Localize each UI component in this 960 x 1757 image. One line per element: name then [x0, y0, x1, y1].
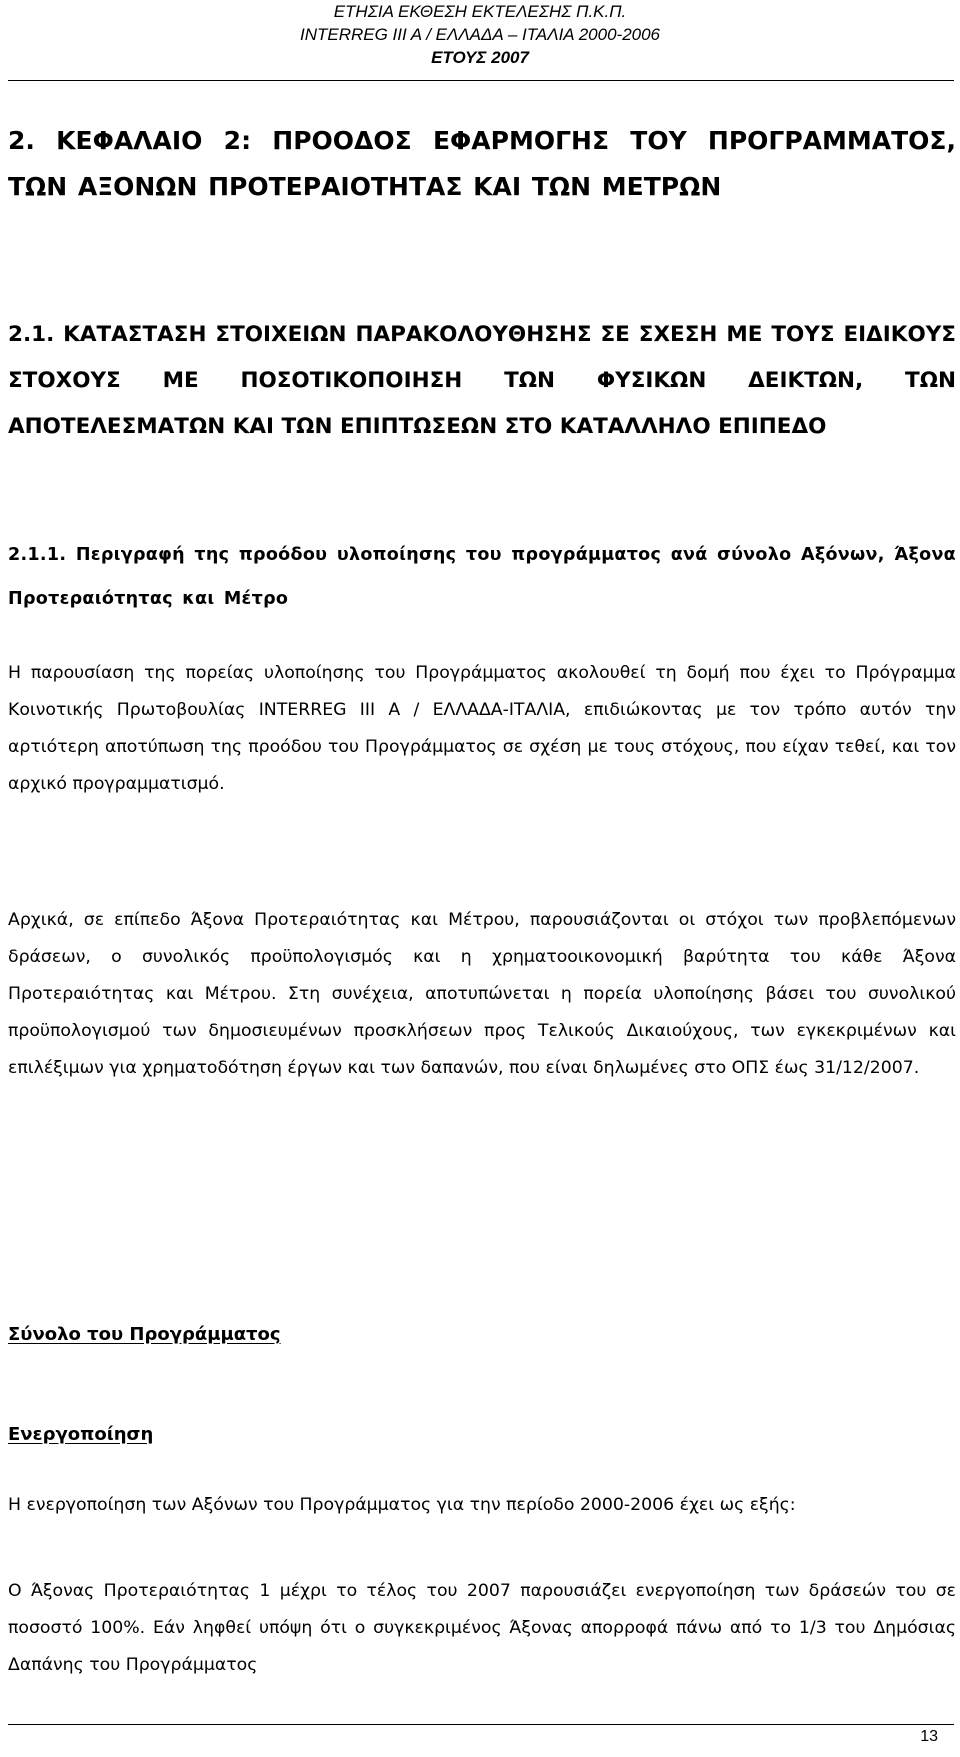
header-report-title: ΕΤΗΣΙΑ ΕΚΘΕΣΗ ΕΚΤΕΛΕΣΗΣ Π.Κ.Π.	[333, 2, 627, 21]
chapter-title: 2. ΚΕΦΑΛΑΙΟ 2: ΠΡΟΟΔΟΣ ΕΦΑΡΜΟΓΗΣ ΤΟΥ ΠΡΟΓΡΑΜΜΑΤΟΣ, ΤΩΝ ΑΞΟΝΩΝ ΠΡΟΤΕΡΑΙΟΤΗΤΑΣ ΚΑΙ ΤΩΝ ΜΕΤΡΩΝ	[8, 126, 956, 201]
footer-divider	[8, 1724, 954, 1725]
section-title: 2.1. ΚΑΤΑΣΤΑΣΗ ΣΤΟΙΧΕΙΩΝ ΠΑΡΑΚΟΛΟΥΘΗΣΗΣ ΣΕ ΣΧΕΣΗ ΜΕ ΤΟΥΣ ΕΙΔΙΚΟΥΣ ΣΤΟΧΟΥΣ ΜΕ ΠΟΣΟΤΙΚΟΠΟΙΗΣΗ ΤΩΝ ΦΥΣΙΚΩΝ ΔΕΙΚΤΩΝ, ΤΩΝ ΑΠΟΤΕΛΕΣΜΑΤΩΝ ΚΑΙ ΤΩΝ ΕΠΙΠΤΩΣΕΩΝ ΣΤΟ ΚΑΤΑΛΛΗΛΟ ΕΠΙΠΕΔΟ	[8, 322, 956, 439]
paragraph-axis-1: Ο Άξονας Προτεραιότητας 1 μέχρι το τέλος του 2007 παρουσιάζει ενεργοποίηση των δράσεών του σε ποσοστό 100%. Εάν ληφθεί υπόψη ότι ο συγκεκριμένος Άξονας απορροφά πάνω από το 1/3 του Δημόσιας Δαπάνης του Προγράμματος	[8, 1581, 956, 1675]
page-header	[0, 0, 960, 69]
header-divider	[8, 80, 954, 81]
header-year: ΕΤΟΥΣ 2007	[431, 48, 529, 67]
subsection-title: 2.1.1. Περιγραφή της προόδου υλοποίησης του προγράμματος ανά σύνολο Αξόνων, Άξονα Προτεραιότητας και Μέτρο	[8, 545, 956, 609]
page-number: 13	[920, 1728, 938, 1745]
paragraph-initially: Αρχικά, σε επίπεδο Άξονα Προτεραιότητας και Μέτρου, παρουσιάζονται οι στόχοι των προβλεπόμενων δράσεων, ο συνολικός προϋπολογισμός και η χρηματοοικονομική βαρύτητα του κάθε Άξονα Προτεραιότητας και Μέτρου. Στη συνέχεια, αποτυπώνεται η πορεία υλοποίησης βάσει του συνολικού προϋπολογισμού των δημοσιευμένων προσκλήσεων προς Τελικούς Δικαιούχους, των εγκεκριμένων και επιλέξιμων για χρηματοδότηση έργων και των δαπανών, που είναι δηλωμένες στο ΟΠΣ έως 31/12/2007.	[8, 910, 956, 1078]
subheading-activation-text: Ενεργοποίηση	[8, 1424, 154, 1445]
paragraph-activation-intro: Η ενεργοποίηση των Αξόνων του Προγράμματος για την περίοδο 2000-2006 έχει ως εξής:	[8, 1495, 796, 1515]
header-program-name: INTERREG III A / ΕΛΛΑΔΑ – ΙΤΑΛΙΑ 2000-2006	[299, 25, 661, 44]
paragraph-presentation: Η παρουσίαση της πορείας υλοποίησης του Προγράμματος ακολουθεί τη δομή που έχει το Πρόγραμμα Κοινοτικής Πρωτοβουλίας INTERREG III A / ΕΛΛΑΔΑ-ΙΤΑΛΙΑ, επιδιώκοντας με τον τρόπο αυτόν την αρτιότερη αποτύπωση της προόδου του Προγράμματος σε σχέση με τους στόχους, που είχαν τεθεί, και τον αρχικό προγραμματισμό.	[8, 663, 956, 794]
subheading-program-total-text: Σύνολο του Προγράμματος	[8, 1324, 281, 1345]
subheading-program-total	[8, 1320, 956, 1350]
subheading-activation	[8, 1420, 956, 1450]
